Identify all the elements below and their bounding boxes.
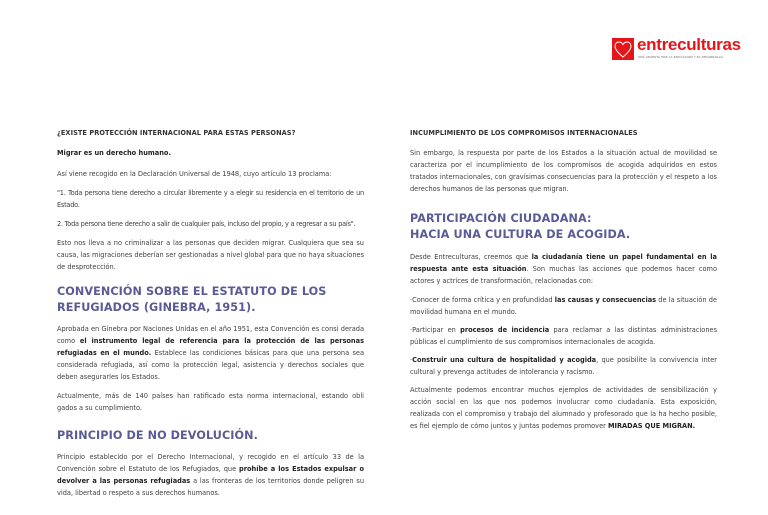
convention-heading: CONVENCIÓN SOBRE EL ESTATUTO DE LOS REFUGIADOS (GINEBRA, 1951).: [57, 285, 327, 314]
protection-question-heading: ¿EXISTE PROTECCIÓN INTERNACIONAL PARA ESTAS PERSONAS?: [57, 129, 296, 137]
entreculturas-logo: [612, 35, 744, 62]
lead-statement: Migrar es un derecho humano.: [57, 149, 171, 157]
bullet-item: ·Conocer de forma crítica y en profundidad las causas y consecuencias de la situación de movilidad humana en el mundo.: [410, 296, 718, 316]
noncompliance-heading: INCUMPLIMIENTO DE LOS COMPROMISOS INTERNACIONALES: [410, 129, 638, 137]
non-refoulement-paragraph: Principio establecido por el Derecho Internacional, y recogido en el artículo 33 de la Convención sobre el Estatuto de los Refugiados, que prohíbe a los Estados expulsar o devolver a las personas refugiadas a las fronteras de los territorios donde peligren su vida, libertad o respeto a sus derechos humanos.: [57, 453, 364, 497]
heart-logo-icon: [612, 38, 634, 60]
left-column: [57, 129, 364, 506]
participation-heading: PARTICIPACIÓN CIUDADANA: HACIA UNA CULTURA DE ACOGIDA.: [410, 212, 631, 241]
declaration-intro: Así viene recogido en la Declaración Universal de 1948, cuyo artículo 13 proclama:: [57, 170, 332, 178]
non-refoulement-heading: PRINCIPIO DE NO DEVOLUCIÓN.: [57, 429, 258, 442]
bullet-item: ·Participar en procesos de incidencia para reclamar a las distintas administraciones públicas el cumplimiento de sus compromisos internacionales de acogida.: [410, 326, 717, 346]
noncompliance-paragraph: Sin embargo, la respuesta por parte de los Estados a la situación actual de movilidad se caracteriza por el incumplimiento de los compromisos de acogida adquiridos en estos tratados internacionales, con gravísimas consecuencias para la protección y el respeto a los derechos humanos de las personas que migran.: [410, 149, 717, 193]
right-column: [410, 129, 717, 439]
closing-paragraph: Actualmente podemos encontrar muchos ejemplos de actividades de sensibilización y acción social en las que nos podemos involucrar como ciudadanía. Esta exposición, realizada con el compromiso y trabajo del alumnado y profesorado que la ha hecho posible, es fiel ejemplo de cómo juntos y juntas podemos promover MIRADAS QUE MIGRAN.: [410, 386, 717, 430]
bullet-item: ·Construir una cultura de hospitalidad y acogida, que posibilite la convivencia inter cultural y prevenga actitudes de intolerancia y racismo.: [410, 356, 717, 376]
article-quote-2: 2. Toda persona tiene derecho a salir de cualquier país, incluso del propio, y a regresar a su país".: [57, 220, 356, 228]
convention-paragraph: Aprobada en Ginebra por Naciones Unidas en el año 1951, esta Convención es consi derada como el instrumento legal de referencia para la protección de las personas refugiadas en el mundo. Establece las condiciones básicas para que una persona sea considerada refugiada, así como la protección legal, asistencia y derechos sociales que deben asegurarles los Estados.: [57, 325, 365, 381]
participation-intro: Desde Entreculturas, creemos que la ciudadanía tiene un papel fundamental en la respuesta ante esta situación. Son muchas las acciones que podemos hacer como actores y actrices de transformación, relacionadas con:: [410, 253, 717, 285]
criminalization-paragraph: Esto nos lleva a no criminalizar a las personas que deciden migrar. Cualquiera que sea su causa, las migraciones deberían ser gestionadas a nivel global para que no haya situaciones de desprotección.: [57, 239, 364, 271]
logo-tagline: UNA APUESTA POR LA EDUCACIÓN Y EL DESARROLLO: [638, 55, 723, 59]
article-quote-1: "1. Toda persona tiene derecho a circular libremente y a elegir su residencia en el territorio de un Estado.: [57, 189, 364, 209]
ratification-paragraph: Actualmente, más de 140 países han ratificado esta norma internacional, estando obli gados a su cumplimiento.: [57, 392, 364, 412]
logo-wordmark: entreculturas: [637, 35, 741, 54]
